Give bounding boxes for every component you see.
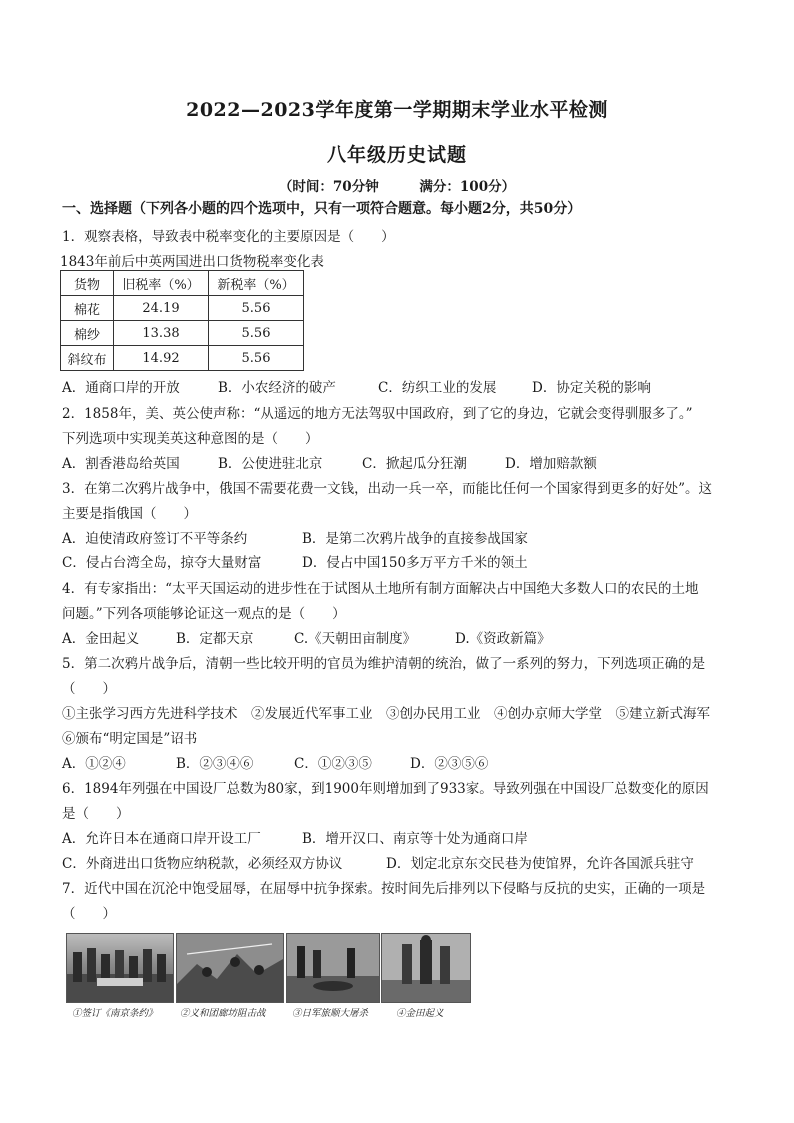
q3-option-a[interactable]: A．迫使清政府签订不平等条约 — [62, 531, 248, 547]
q3-option-b[interactable]: B．是第二次鸦片战争的直接参战国家 — [302, 531, 528, 547]
photo-caption-2: ②义和团廊坊阻击战 — [180, 1008, 266, 1019]
table-header-cell: 旧税率（%） — [114, 271, 209, 296]
photo-caption-4: ④金田起义 — [396, 1008, 444, 1019]
q2-option-a[interactable]: A．割香港岛给英国 — [62, 456, 180, 472]
q5-stem-line2: （ ） — [62, 681, 116, 697]
q4-option-d[interactable]: D.《资政新篇》 — [455, 631, 551, 647]
table-cell: 13.38 — [114, 321, 209, 346]
q1-stem: 1．观察表格，导致表中税率变化的主要原因是（ ） — [62, 229, 395, 245]
q5-option-c[interactable]: C．①②③⑤ — [294, 756, 372, 772]
q1-option-b[interactable]: B．小农经济的破产 — [218, 380, 336, 396]
table-cell: 5.56 — [209, 346, 304, 371]
q3-stem-line1: 3．在第二次鸦片战争中，俄国不需要花费一文钱，出动一兵一卒，而能比任何一个国家得到更多的好处”。这 — [62, 481, 712, 497]
q1-table — [60, 270, 304, 371]
q6-stem-line1: 6．1894年列强在中国设厂总数为80家，到1900年则增加到了933家。导致列强在中国设厂总数变化的原因 — [62, 781, 709, 797]
q2-option-c[interactable]: C．掀起瓜分狂潮 — [362, 456, 467, 472]
q4-option-b[interactable]: B．定都天京 — [176, 631, 254, 647]
q5-option-a[interactable]: A．①②④ — [62, 756, 126, 772]
section-heading: 一、选择题（下列各小题的四个选项中，只有一项符合题意。每小题2分，共50分） — [62, 201, 582, 217]
q5-option-d[interactable]: D．②③⑤⑥ — [410, 756, 489, 772]
exam-title: 2022—2023学年度第一学期期末学业水平检测 — [186, 99, 608, 121]
photo-lushun-massacre — [286, 933, 380, 1003]
table-header-cell: 货物 — [61, 271, 114, 296]
table-cell: 棉纱 — [61, 321, 114, 346]
q7-photo-strip — [66, 933, 474, 1019]
q4-stem-line2: 问题。”下列各项能够论证这一观点的是（ ） — [62, 606, 346, 622]
full-score: 满分：100分） — [419, 179, 516, 195]
table-cell: 棉花 — [61, 296, 114, 321]
q2-option-b[interactable]: B．公使进驻北京 — [218, 456, 323, 472]
q3-option-d[interactable]: D．侵占中国150多万平方千米的领土 — [302, 555, 528, 571]
q6-option-d[interactable]: D．划定北京东交民巷为使馆界，允许各国派兵驻守 — [386, 856, 694, 872]
photo-boxer-battle — [176, 933, 284, 1003]
q2-option-d[interactable]: D．增加赔款额 — [505, 456, 597, 472]
table-header-cell: 新税率（%） — [209, 271, 304, 296]
table-cell: 24.19 — [114, 296, 209, 321]
q1-option-c[interactable]: C．纺织工业的发展 — [378, 380, 497, 396]
photo-caption-3: ③日军旅顺大屠杀 — [292, 1008, 369, 1019]
exam-meta — [0, 175, 794, 195]
q5-option-b[interactable]: B．②③④⑥ — [176, 756, 254, 772]
table-cell: 5.56 — [209, 296, 304, 321]
q6-option-c[interactable]: C．外商进出口货物应纳税款，必须经双方协议 — [62, 856, 343, 872]
time-limit: （时间：70分钟 — [278, 179, 379, 195]
q3-option-c[interactable]: C．侵占台湾全岛，掠夺大量财富 — [62, 555, 262, 571]
table-row — [61, 321, 304, 346]
q6-option-b[interactable]: B．增开汉口、南京等十处为通商口岸 — [302, 831, 528, 847]
q4-option-c[interactable]: C.《天朝田亩制度》 — [294, 631, 417, 647]
q6-stem-line2: 是（ ） — [62, 806, 130, 822]
q1-option-a[interactable]: A．通商口岸的开放 — [62, 380, 180, 396]
photo-treaty-signing — [66, 933, 174, 1003]
table-cell: 5.56 — [209, 321, 304, 346]
table-header-row — [61, 271, 304, 296]
q4-stem-line1: 4．有专家指出：“太平天国运动的进步性在于试图从土地所有制方面解决占中国绝大多数人口的农民的土地 — [62, 581, 699, 597]
table-row — [61, 296, 304, 321]
photo-jintian-uprising — [381, 933, 471, 1003]
q5-choices-line1: ①主张学习西方先进科学技术 ②发展近代军事工业 ③创办民用工业 ④创办京师大学堂 ⑤建立新式海军 — [62, 706, 710, 722]
exam-subtitle: 八年级历史试题 — [326, 144, 467, 166]
q7-stem-line1: 7．近代中国在沉沦中饱受屈辱，在屈辱中抗争探索。按时间先后排列以下侵略与反抗的史实，正确的一项是 — [62, 881, 706, 897]
q2-stem-line1: 2．1858年，美、英公使声称：“从遥远的地方无法驾驭中国政府，到了它的身边，它就会变得驯服多了。” — [62, 406, 693, 422]
q6-option-a[interactable]: A．允许日本在通商口岸开设工厂 — [62, 831, 261, 847]
q5-stem-line1: 5．第二次鸦片战争后，清朝一些比较开明的官员为维护清朝的统治，做了一系列的努力，下列选项正确的是 — [62, 656, 706, 672]
q2-stem-line2: 下列选项中实现美英这种意图的是（ ） — [62, 431, 319, 447]
table-row — [61, 346, 304, 371]
q7-stem-line2: （ ） — [62, 906, 116, 922]
photo-caption-1: ①签订《南京条约》 — [72, 1008, 158, 1019]
q5-choices-line2: ⑥颁布“明定国是”诏书 — [62, 731, 198, 747]
q1-option-d[interactable]: D．协定关税的影响 — [532, 380, 651, 396]
table-cell: 斜纹布 — [61, 346, 114, 371]
q4-option-a[interactable]: A．金田起义 — [62, 631, 140, 647]
q3-stem-line2: 主要是指俄国（ ） — [62, 506, 197, 522]
table-cell: 14.92 — [114, 346, 209, 371]
q1-table-title: 1843年前后中英两国进出口货物税率变化表 — [60, 254, 324, 270]
